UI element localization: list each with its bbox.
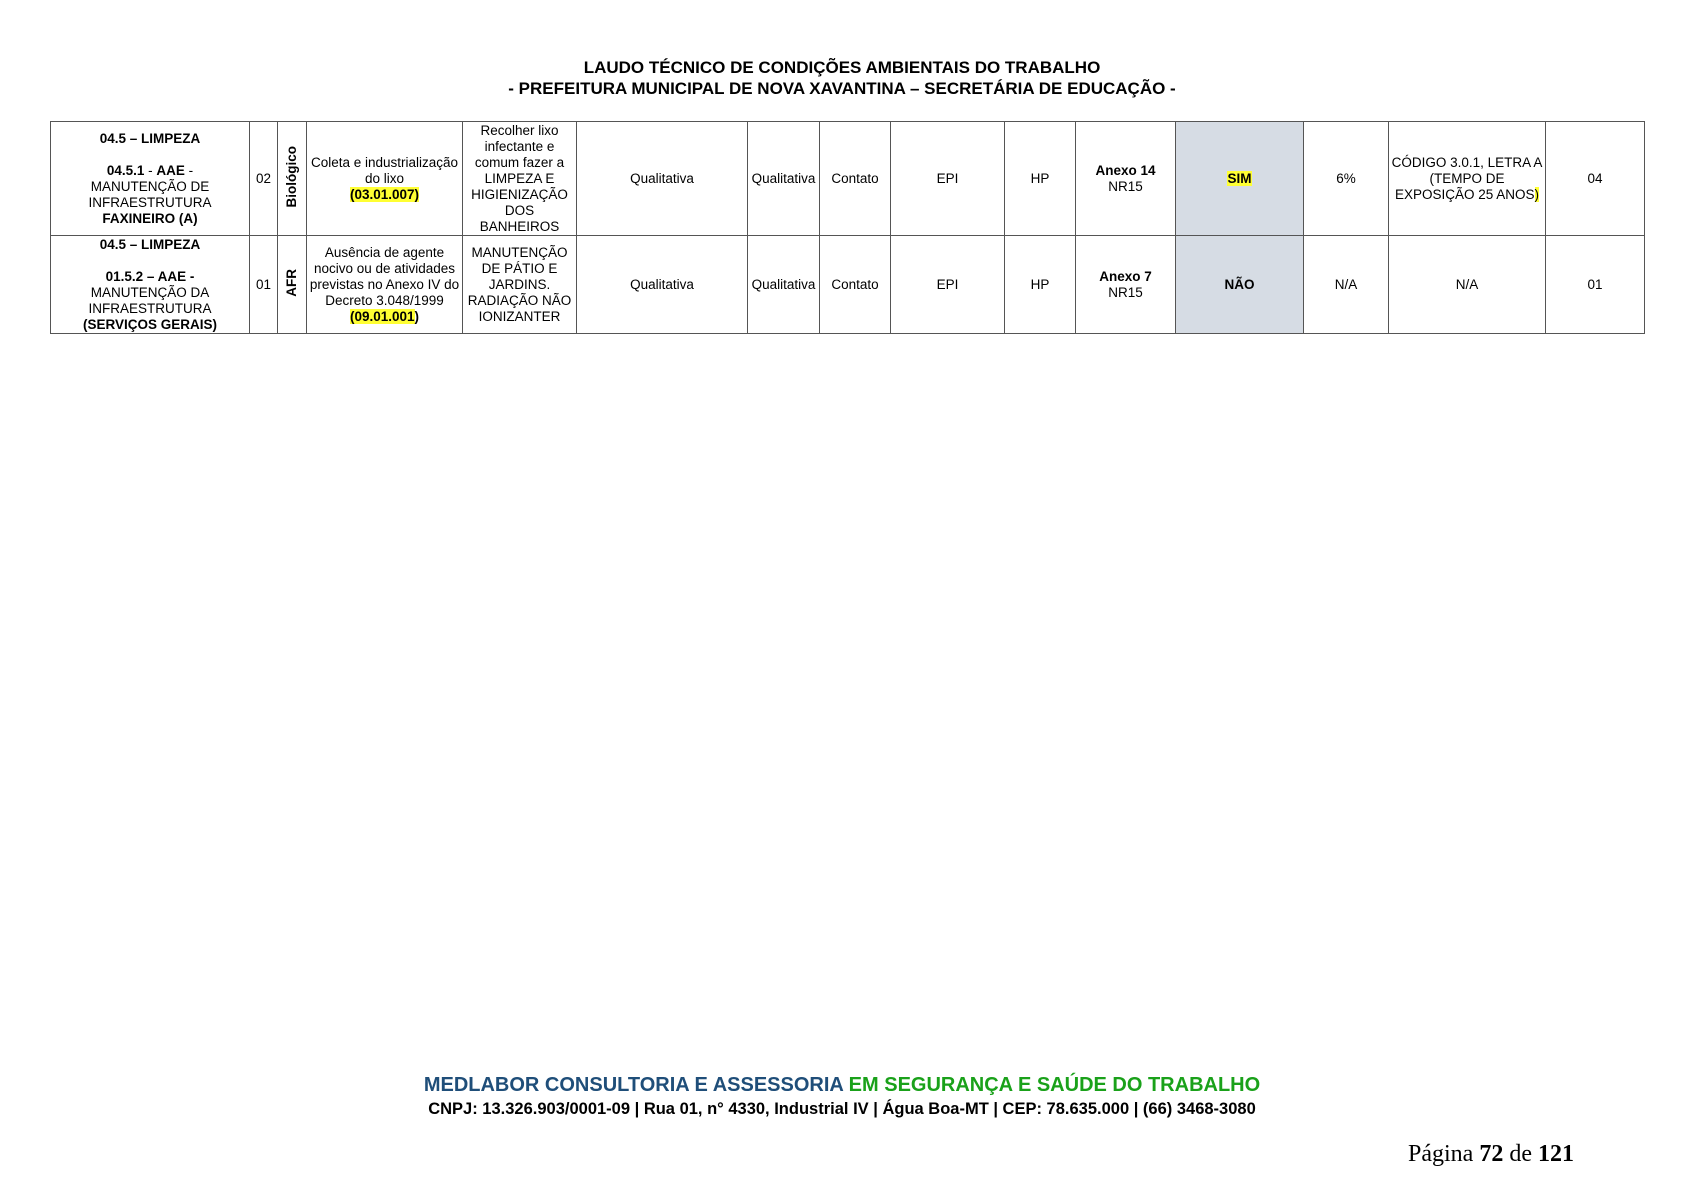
nr-label: NR15	[1108, 284, 1143, 300]
header-title: LAUDO TÉCNICO DE CONDIÇÕES AMBIENTAIS DO TRABALHO	[583, 58, 1101, 77]
sector-cell	[51, 236, 250, 334]
header-subtitle: - PREFEITURA MUNICIPAL DE NOVA XAVANTINA – SECRETÁRIA DE EDUCAÇÃO -	[508, 79, 1176, 98]
percent-cell: 6%	[1304, 122, 1389, 236]
protection-cell: EPI	[891, 122, 1005, 236]
agent-cell	[307, 122, 463, 236]
percent-cell: N/A	[1304, 236, 1389, 334]
agent-code: (09.01.001	[349, 308, 415, 324]
annex-label: Anexo 7	[1099, 268, 1152, 284]
sector-title: 04.5 – LIMPEZA	[99, 130, 201, 146]
hp-cell: HP	[1005, 236, 1076, 334]
insalubrity-cell	[1176, 236, 1304, 334]
insalubrity-value: SIM	[1227, 170, 1252, 186]
agent-code: (03.01.007)	[349, 186, 420, 202]
activity-cell: Recolher lixo infectante e comum fazer a LIMPEZA E HIGIENIZAÇÃO DOS BANHEIROS	[463, 122, 577, 236]
risk-type-cell	[278, 122, 307, 236]
last-cell: 04	[1546, 122, 1645, 236]
protection-cell: EPI	[891, 236, 1005, 334]
sector-line: MANUTENÇÃO DE	[90, 178, 210, 194]
last-cell: 01	[1546, 236, 1645, 334]
evaluation-cell: Qualitativa	[748, 122, 820, 236]
company-address: CNPJ: 13.326.903/0001-09 | Rua 01, n° 4330, Industrial IV | Água Boa-MT | CEP: 78.635.000 | (66) 3468-3080	[428, 1100, 1256, 1118]
risk-table	[50, 121, 1645, 334]
sector-code: 01.5.2 – AAE -	[105, 268, 195, 284]
insalubrity-cell	[1176, 122, 1304, 236]
agent-text: Coleta e industrialização do lixo	[310, 154, 459, 186]
evaluation-cell: Qualitativa	[577, 122, 748, 236]
exposure-cell: Contato	[820, 236, 891, 334]
sector-role: (SERVIÇOS GERAIS)	[82, 316, 218, 332]
company-name-green: EM SEGURANÇA E SAÚDE DO TRABALHO	[848, 1074, 1261, 1096]
code-cell: CÓDIGO 3.0.1, LETRA A (TEMPO DE EXPOSIÇÃO 25 ANOS)	[1389, 122, 1546, 236]
page-number: Página 72 de 121	[1408, 1141, 1574, 1167]
total-pages: 121	[1538, 1141, 1574, 1167]
sector-line: INFRAESTRUTURA	[88, 300, 212, 316]
risk-type-cell	[278, 236, 307, 334]
agent-text: Ausência de agente nocivo ou de atividades previstas no Anexo IV do Decreto 3.048/1999	[309, 244, 460, 308]
evaluation-cell: Qualitativa	[577, 236, 748, 334]
company-name	[0, 1074, 1684, 1097]
company-name-blue: MEDLABOR CONSULTORIA E ASSESSORIA	[423, 1074, 844, 1096]
sector-code: 04.5.1	[106, 162, 145, 178]
worker-count: 02	[250, 122, 278, 236]
exposure-cell: Contato	[820, 122, 891, 236]
sector-line: MANUTENÇÃO DA	[90, 284, 210, 300]
annex-cell	[1076, 122, 1176, 236]
sector-role: FAXINEIRO (A)	[102, 210, 198, 226]
code-cell: N/A	[1389, 236, 1546, 334]
risk-type: AFR	[284, 268, 299, 297]
document-header	[0, 57, 1684, 99]
agent-cell: Ausência de agente nocivo ou de atividades previstas no Anexo IV do Decreto 3.048/1999 (09.01.001)	[307, 236, 463, 334]
nr-label: NR15	[1108, 178, 1143, 194]
table-row	[51, 236, 1645, 334]
risk-type: Biológico	[284, 145, 299, 208]
activity-cell: MANUTENÇÃO DE PÁTIO E JARDINS. RADIAÇÃO NÃO IONIZANTER	[463, 236, 577, 334]
sector-title: 04.5 – LIMPEZA	[99, 236, 201, 252]
table-row	[51, 122, 1645, 236]
code-text: CÓDIGO 3.0.1, LETRA A (TEMPO DE EXPOSIÇÃO 25 ANOS	[1391, 154, 1543, 202]
annex-cell	[1076, 236, 1176, 334]
current-page: 72	[1479, 1141, 1504, 1167]
sector-cell: 04.5 – LIMPEZA 04.5.1 - AAE - MANUTENÇÃO DE INFRAESTRUTURA FAXINEIRO (A)	[51, 122, 250, 236]
insalubrity-value: NÃO	[1224, 276, 1255, 292]
evaluation-cell: Qualitativa	[748, 236, 820, 334]
sector-line: INFRAESTRUTURA	[88, 194, 212, 210]
hp-cell: HP	[1005, 122, 1076, 236]
annex-label: Anexo 14	[1095, 162, 1156, 178]
worker-count: 01	[250, 236, 278, 334]
